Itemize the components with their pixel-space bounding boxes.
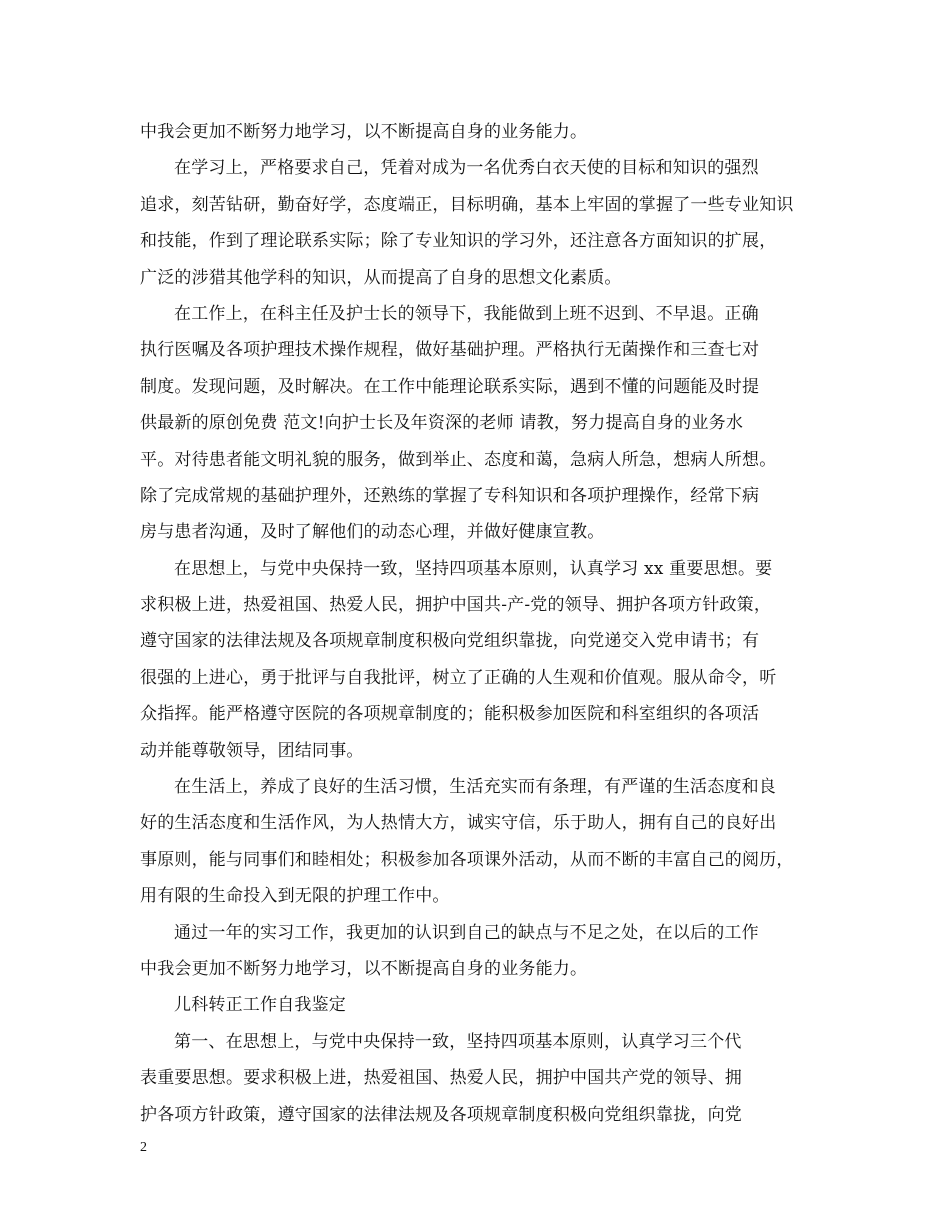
text-line: 供最新的原创免费 范文!向护士长及年资深的老师 请教，努力提高自身的业务水	[140, 413, 744, 434]
text-line: 除了完成常规的基础护理外，还熟练的掌握了专科知识和各项护理操作，经常下病	[140, 485, 760, 506]
text-line: 遵守国家的法律法规及各项规章制度积极向党组织靠拢，向党递交入党申请书；有	[140, 631, 760, 652]
document-body	[140, 114, 820, 1133]
text-line: 用有限的生命投入到无限的护理工作中。	[140, 886, 450, 907]
text-line: 护各项方针政策，遵守国家的法律法规及各项规章制度积极向党组织靠拢，向党	[140, 1104, 742, 1125]
paragraph-start-line: 第一、在思想上，与党中央保持一致，坚持四项基本原则，认真学习三个代	[174, 1031, 742, 1052]
paragraph-start-line: 在工作上，在科主任及护士长的领导下，我能做到上班不迟到、不早退。正确	[174, 303, 759, 324]
paragraph-start-line: 通过一年的实习工作，我更加的认识到自己的缺点与不足之处，在以后的工作	[174, 922, 759, 943]
text-line: 广泛的涉猎其他学科的知识，从而提高了自身的思想文化素质。	[140, 267, 622, 288]
paragraph-start-line: 在学习上，严格要求自己，凭着对成为一名优秀白衣天使的目标和知识的强烈	[174, 158, 759, 179]
section-heading: 儿科转正工作自我鉴定	[174, 995, 346, 1016]
text-line: 房与患者沟通，及时了解他们的动态心理，并做好健康宣教。	[140, 522, 605, 543]
text-line: 中我会更加不断努力地学习，以不断提高自身的业务能力。	[140, 122, 588, 142]
text-line: 动并能尊敬领导，团结同事。	[140, 740, 364, 761]
text-line: 中我会更加不断努力地学习，以不断提高自身的业务能力。	[140, 958, 588, 979]
text-line: 制度。发现问题，及时解决。在工作中能理论联系实际，遇到不懂的问题能及时提	[140, 376, 760, 397]
page-number: 2	[140, 1140, 147, 1155]
paragraph-start-line: 在生活上，养成了良好的生活习惯，生活充实而有条理，有严谨的生活态度和良	[174, 777, 776, 798]
text-line: 表重要思想。要求积极上进，热爱祖国、热爱人民，拥护中国共产党的领导、拥	[140, 1068, 742, 1089]
paragraph-start-line: 在思想上，与党中央保持一致，坚持四项基本原则，认真学习 xx 重要思想。要	[174, 558, 773, 579]
text-line: 事原则，能与同事们和睦相处；积极参加各项课外活动，从而不断的丰富自己的阅历，	[140, 849, 794, 870]
text-line: 和技能，作到了理论联系实际；除了专业知识的学习外，还注意各方面知识的扩展，	[140, 231, 777, 252]
text-line: 求积极上进，热爱祖国、热爱人民，拥护中国共-产-党的领导、拥护各项方针政策，	[140, 595, 772, 616]
text-line: 很强的上进心，勇于批评与自我批评，树立了正确的人生观和价值观。服从命令，听	[140, 667, 777, 688]
text-line: 执行医嘱及各项护理技术操作规程，做好基础护理。严格执行无菌操作和三查七对	[140, 340, 760, 361]
text-line: 追求，刻苦钻研，勤奋好学，态度端正，目标明确，基本上牢固的掌握了一些专业知识	[140, 194, 794, 215]
text-line: 好的生活态度和生活作风，为人热情大方，诚实守信，乐于助人，拥有自己的良好出	[140, 813, 777, 834]
text-line: 众指挥。能严格遵守医院的各项规章制度的；能积极参加医院和科室组织的各项活	[140, 704, 760, 725]
text-line: 平。对待患者能文明礼貌的服务，做到举止、态度和蔼，急病人所急，想病人所想。	[140, 449, 777, 470]
